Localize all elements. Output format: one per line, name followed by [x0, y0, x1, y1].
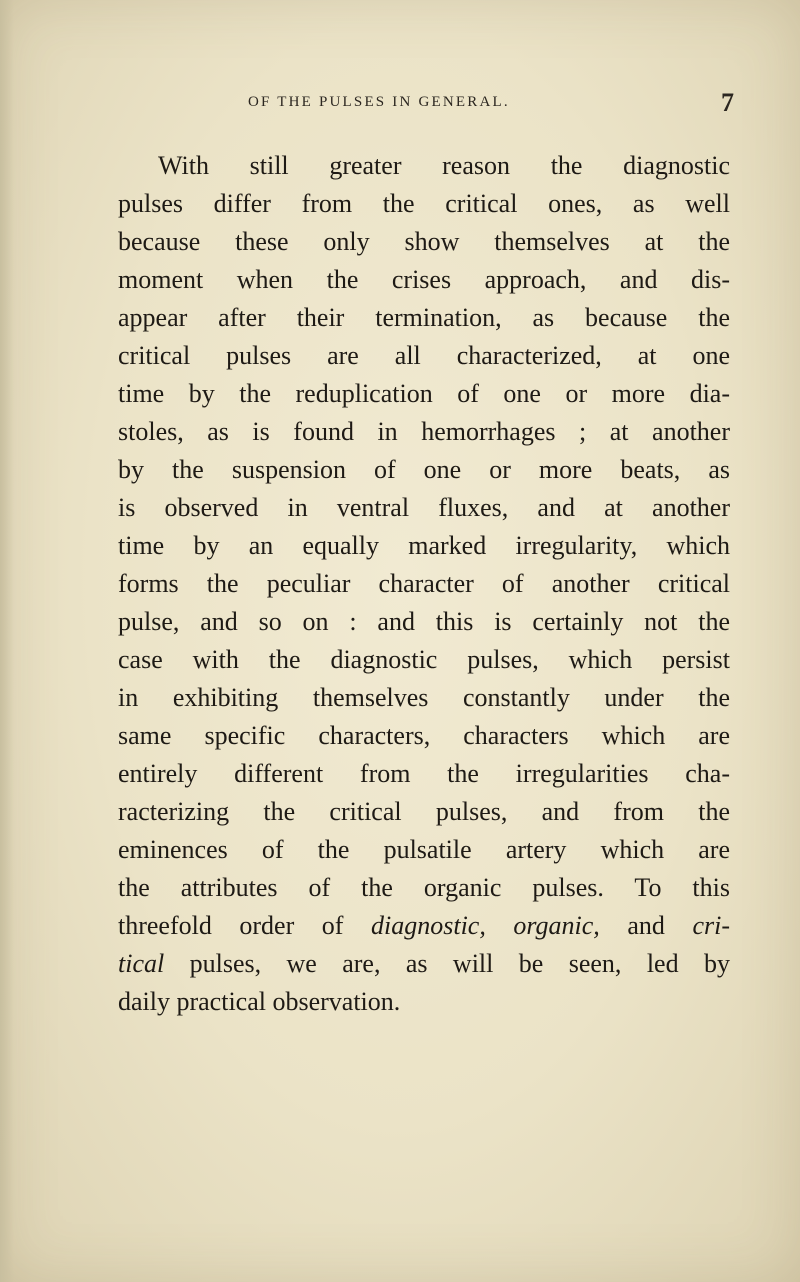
text-line: racterizing the critical pulses, and from the	[118, 797, 730, 826]
text-line: time by an equally marked irregularity, which	[118, 531, 730, 560]
text-line: forms the peculiar character of another critical	[118, 569, 730, 598]
text-line: moment when the crises approach, and dis-	[118, 265, 730, 294]
text-line: in exhibiting themselves constantly under the	[118, 683, 730, 712]
italic-term: tical	[118, 949, 165, 978]
running-head	[120, 88, 740, 122]
text-line: daily practical observation.	[118, 987, 401, 1016]
text-line: same specific characters, characters which are	[118, 721, 730, 750]
text-line: threefold order of diagnostic, organic, and cri-	[118, 911, 730, 940]
text-line: pulses differ from the critical ones, as well	[118, 189, 730, 218]
page-gutter-shadow	[0, 0, 14, 1282]
text-line: critical pulses are all characterized, at one	[118, 341, 730, 370]
text-line: eminences of the pulsatile artery which are	[118, 835, 730, 864]
text-line: time by the reduplication of one or more dia-	[118, 379, 730, 408]
text-line: is observed in ventral fluxes, and at another	[118, 493, 730, 522]
text-line: case with the diagnostic pulses, which persist	[118, 645, 730, 674]
italic-term: cri-	[692, 911, 730, 940]
body-paragraph	[118, 147, 730, 1021]
text-line: pulse, and so on : and this is certainly not the	[118, 607, 730, 636]
text-line: by the suspension of one or more beats, as	[118, 455, 730, 484]
text-line: the attributes of the organic pulses. To this	[118, 873, 730, 902]
text-line: appear after their termination, as because the	[118, 303, 730, 332]
page-number: 7	[721, 88, 734, 117]
text-line: because these only show themselves at the	[118, 227, 730, 256]
italic-term: diagnostic, organic,	[371, 911, 600, 940]
text-line: stoles, as is found in hemorrhages ; at another	[118, 417, 730, 446]
text-line: tical pulses, we are, as will be seen, led by	[118, 949, 730, 978]
running-title: OF THE PULSES IN GENERAL.	[248, 94, 510, 110]
text-line: With still greater reason the diagnostic	[158, 151, 730, 180]
text-line: entirely different from the irregularities cha-	[118, 759, 730, 788]
